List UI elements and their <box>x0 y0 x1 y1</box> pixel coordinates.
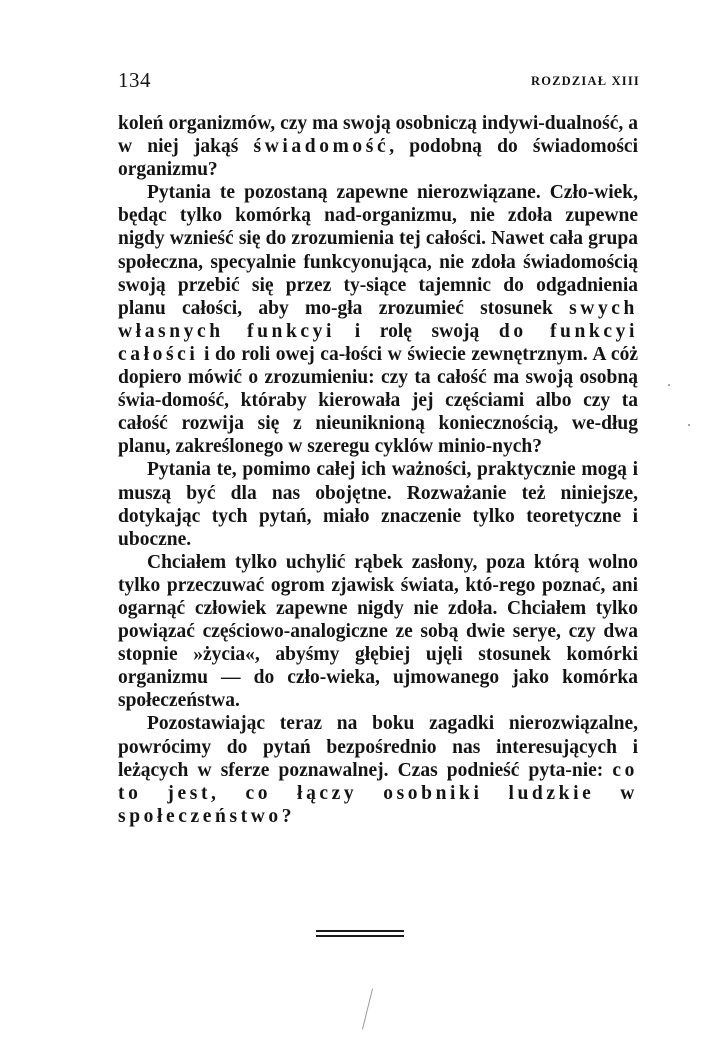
running-head: ROZDZIAŁ XIII <box>530 74 640 88</box>
body-text <box>118 112 638 828</box>
pencil-mark <box>362 989 373 1030</box>
paragraph-4: Chciałem tylko uchylić rąbek zasłony, poza którą wolno tylko przeczuwać ogrom zjawisk świata, któ-rego poznać, ani ogarnąć człowiek zapewne nigdy nie zdoła. Chciałem tylko powiązać częściowo-analogiczne ze sobą dwie serye, czy dwa stopnie »życia«, abyśmy głębiej ujęli stosunek komórki organizmu — do czło-wieka, ujmowanego jako komórka społeczeństwa. <box>118 551 638 712</box>
section-end-rule <box>316 930 404 940</box>
page-number: 134 <box>118 68 151 92</box>
text-run: Pytania te pozostaną zapewne nierozwiązane. Czło-wiek, będąc tylko komórką nad-organizmu, nie zdoła zupewne nigdy wznieść się do zrozumienia tej całości. Nawet cała grupa społeczna, specyalnie funkcyonująca, nie zdoła świadomością swoją przebić się przez ty-siące tajemnic do odgadnienia planu całości, aby mo-gła zrozumieć stosunek <box>118 182 638 319</box>
text-run: i do roli owej ca-łości w świecie zewnętrznym. A cóż dopiero mówić o zrozumieniu: czy ta całość ma swoją osobną świa-domość, któraby kierowała jej częściami albo czy ta całość rozwija się z nieuniknioną koniecznością, we-dług planu, zakreślonego w szeregu cyklów minio-nych? <box>118 343 638 458</box>
spaced-emphasis: co to jest, co łączy osobniki ludzkie w społeczeństwo? <box>118 759 638 827</box>
spaced-emphasis: swych własnych funkcyi <box>118 297 638 342</box>
paragraph-3: Pytania te, pomimo całej ich ważności, praktycznie mogą i muszą być dla nas obojętne. Rozważanie też niniejsze, dotykając tych pytań, miało znaczenie tylko teoretyczne i uboczne. <box>118 459 638 550</box>
paragraph-2 <box>118 181 638 458</box>
double-rule-top <box>316 930 404 932</box>
double-rule-bottom <box>316 935 404 937</box>
margin-speck <box>688 424 690 426</box>
paragraph-1 <box>118 112 638 181</box>
spaced-emphasis: do funkcyi całości <box>118 320 638 365</box>
margin-speck <box>668 384 670 386</box>
text-run: i rolę swoją <box>335 320 499 342</box>
paragraph-5 <box>118 712 638 827</box>
text-run: koleń organizmów, czy ma swoją osobniczą indywi-dualność, a w niej jakąś <box>118 113 638 158</box>
text-run: , podobną do świadomości organizmu? <box>118 136 638 181</box>
spaced-emphasis: świadomość <box>253 136 390 158</box>
text-run: Pozostawiając teraz na boku zagadki nierozwiązalne, powrócimy do pytań bezpośrednio nas interesujących i leżących w sferze poznawalnej. Czas podnieść pyta-nie: <box>118 713 638 781</box>
